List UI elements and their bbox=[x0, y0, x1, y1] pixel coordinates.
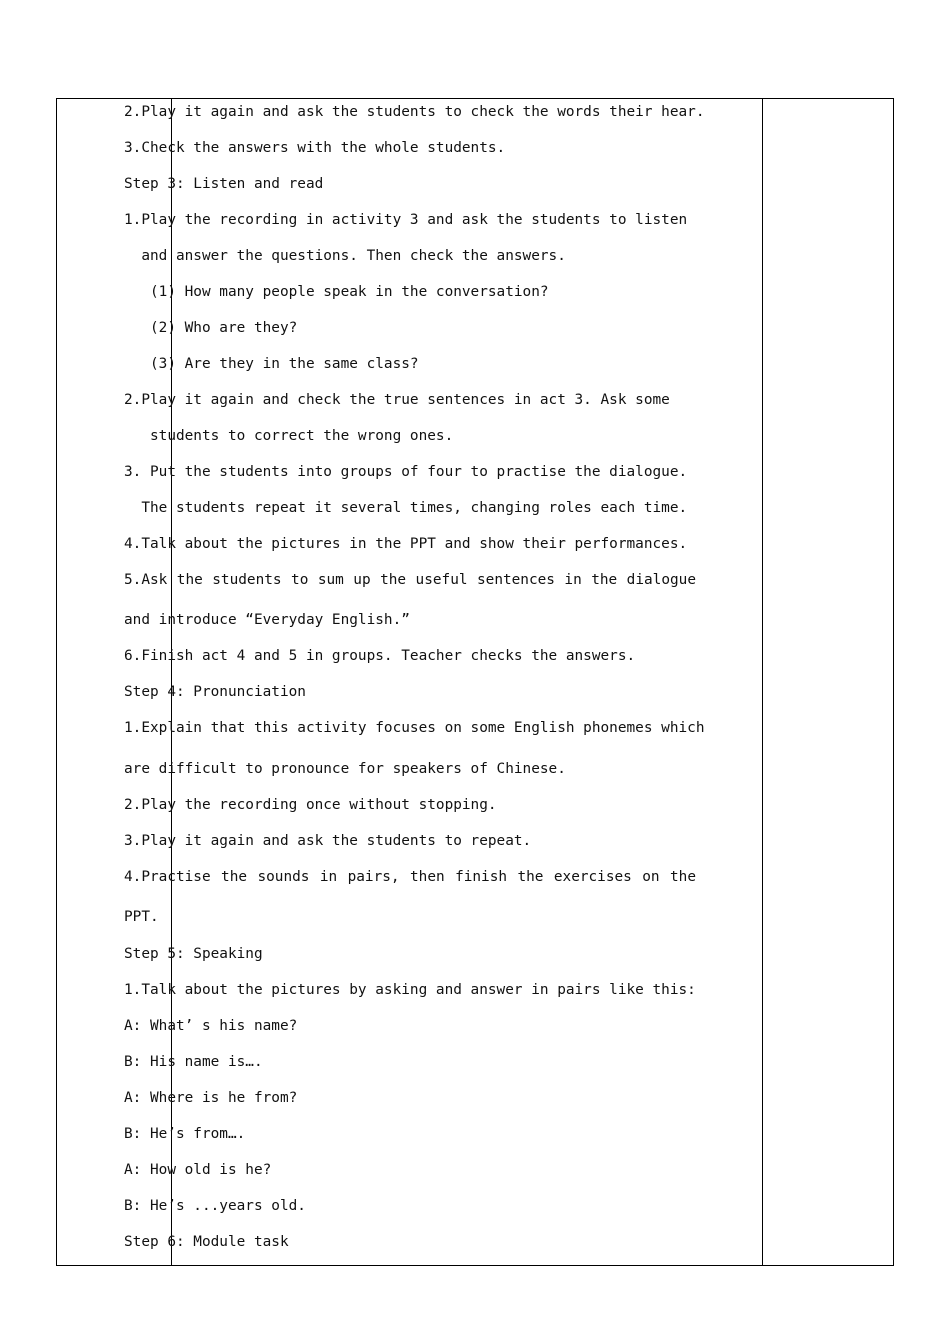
text-line: The students repeat it several times, changing roles each time. bbox=[124, 500, 688, 516]
text-line: 3.Play it again and ask the students to repeat. bbox=[124, 833, 532, 849]
text-line: students to correct the wrong ones. bbox=[124, 428, 454, 444]
text-line: 2.Play it again and ask the students to check the words their hear. bbox=[124, 104, 705, 120]
text-line: PPT. bbox=[124, 909, 159, 925]
text-line: 1.Talk about the pictures by asking and answer in pairs like this: bbox=[124, 982, 696, 998]
question-item: (1) How many people speak in the conversation? bbox=[124, 284, 549, 300]
step-heading: Step 6: Module task bbox=[124, 1234, 289, 1250]
step-heading: Step 5: Speaking bbox=[124, 946, 263, 962]
step-heading: Step 4: Pronunciation bbox=[124, 684, 306, 700]
text-line: 1.Play the recording in activity 3 and ask the students to listen bbox=[124, 212, 688, 228]
text-line: 2.Play it again and check the true sentences in act 3. Ask some bbox=[124, 392, 670, 408]
text-line: are difficult to pronounce for speakers of Chinese. bbox=[124, 761, 566, 777]
table-right-column bbox=[762, 99, 893, 1265]
text-line: 5.Ask the students to sum up the useful sentences in the dialogue bbox=[124, 572, 696, 588]
dialogue-line: A: Where is he from? bbox=[124, 1090, 298, 1106]
text-line: 6.Finish act 4 and 5 in groups. Teacher checks the answers. bbox=[124, 648, 636, 664]
text-line: 4.Talk about the pictures in the PPT and show their performances. bbox=[124, 536, 688, 552]
step-heading: Step 3: Listen and read bbox=[124, 176, 324, 192]
text-line: 2.Play the recording once without stopping. bbox=[124, 797, 497, 813]
dialogue-line: B: His name is…. bbox=[124, 1054, 263, 1070]
dialogue-line: B: He’s ...years old. bbox=[124, 1198, 306, 1214]
dialogue-line: A: How old is he? bbox=[124, 1162, 272, 1178]
question-item: (2) Who are they? bbox=[124, 320, 298, 336]
text-line: 3. Put the students into groups of four to practise the dialogue. bbox=[124, 464, 688, 480]
text-line: and answer the questions. Then check the answers. bbox=[124, 248, 566, 264]
dialogue-line: B: He’s from…. bbox=[124, 1126, 246, 1142]
text-line: 3.Check the answers with the whole students. bbox=[124, 140, 506, 156]
question-item: (3) Are they in the same class? bbox=[124, 356, 419, 372]
text-line: and introduce “Everyday English.” bbox=[124, 612, 410, 628]
text-line: 1.Explain that this activity focuses on some English phonemes which bbox=[124, 720, 705, 736]
dialogue-line: A: What’ s his name? bbox=[124, 1018, 298, 1034]
text-line: 4.Practise the sounds in pairs, then finish the exercises on the bbox=[124, 869, 696, 885]
